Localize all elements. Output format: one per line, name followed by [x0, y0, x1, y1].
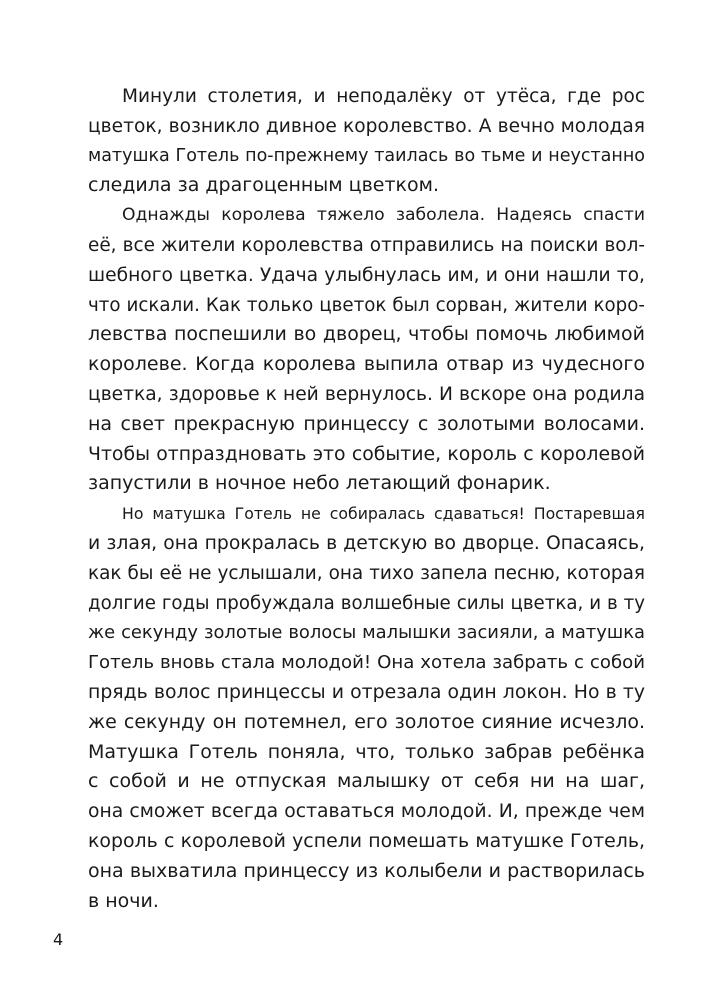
text-line: Готель вновь стала молодой! Она хотела забрать с собой [88, 652, 645, 674]
text-line: шебного цветка. Удача улыбнулась им, и они нашли то, [88, 264, 645, 286]
text-line: левства поспешили во дворец, чтобы помочь любимой [88, 323, 645, 346]
text-line: запустили в ночное небо летающий фонарик. [88, 472, 551, 495]
text-line: и злая, она прокралась в детскую во дворце. Опасаясь, [88, 532, 645, 554]
paragraph-1 [88, 82, 645, 201]
text-line: Матушка Готель поняла, что, только забрав ребёнка [88, 740, 645, 763]
text-line: же секунду он потемнел, его золотое сияние исчезло. [88, 710, 645, 733]
text-line: в ночи. [88, 889, 159, 912]
text-line: Однажды королева тяжело заболела. Надеясь спасти [122, 205, 645, 226]
text-line: на свет прекрасную принцессу с золотыми волосами. [88, 412, 645, 435]
text-line: Чтобы отпраздновать это событие, король с королевой [88, 442, 645, 465]
text-line: её, все жители королевства отправились на поиски вол- [88, 234, 645, 256]
page-number: 4 [53, 930, 64, 949]
text-line: она выхватила принцессу из колыбели и растворилась [88, 859, 645, 882]
text-line: следила за драгоценным цветком. [88, 174, 440, 197]
text-line: что искали. Как только цветок был сорван, жители коро- [88, 294, 645, 316]
text-line: Но матушка Готель не собиралась сдаваться! Постаревшая [122, 504, 645, 524]
text-line: матушка Готель по-прежнему таилась во тьме и неустанно [88, 145, 645, 166]
text-line: цветка, здоровье к ней вернулось. И вскоре она родила [88, 383, 645, 405]
text-line: королеве. Когда королева выпила отвар из чудесного [88, 353, 645, 376]
text-line: с собой и не отпуская малышку от себя ни на шаг, [88, 770, 645, 793]
text-line: как бы её не услышали, она тихо запела песню, которая [88, 562, 645, 584]
text-line: прядь волос принцессы и отрезала один локон. Но в ту [88, 680, 645, 703]
text-line: она сможет всегда оставаться молодой. И, прежде чем [88, 801, 645, 823]
text-line: же секунду золотые волосы малышки засияли, а матушка [88, 622, 645, 644]
text-line: король с королевой успели помешать матушке Готель, [88, 829, 645, 852]
text-line: Минули столетия, и неподалёку от утёса, где рос [122, 86, 645, 107]
text-line: цветок, возникло дивное королевство. А вечно молодая [88, 115, 645, 137]
paragraph-3 [88, 499, 645, 916]
paragraph-2 [88, 201, 645, 499]
book-page-text [88, 82, 645, 916]
text-line: долгие годы пробуждала волшебные силы цветка, и в ту [88, 592, 645, 614]
